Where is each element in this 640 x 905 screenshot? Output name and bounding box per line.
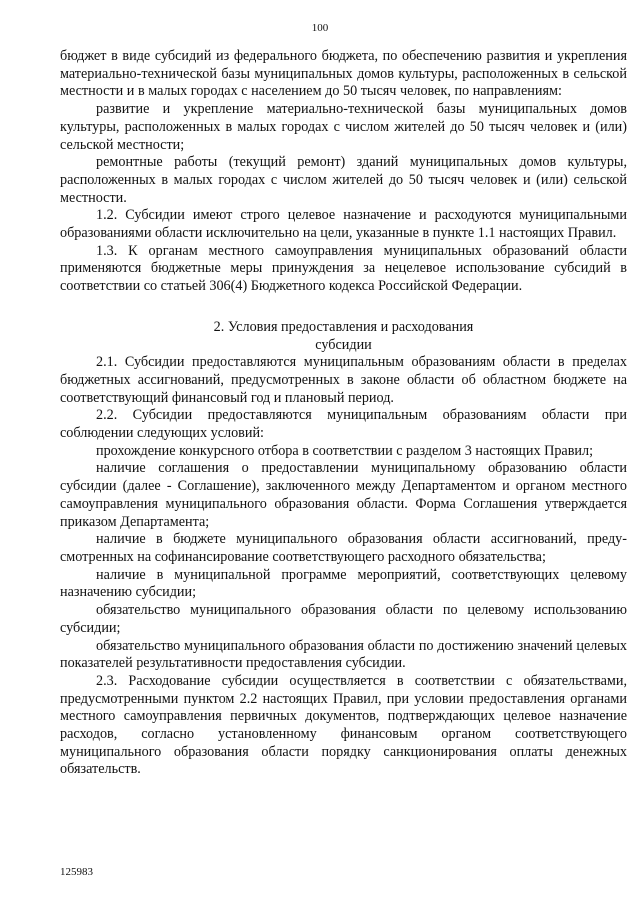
condition-item: обязательство муниципального образования области по целевому использованию субсидии; bbox=[60, 602, 627, 636]
paragraph-1-3: 1.3. К органам местного самоуправления муниципальных образований области применяются бюджетные меры принуждения за нецелевое использование субсидий в соответствии со статьей 306(4) Бюджетного кодекса Российской Федерации. bbox=[60, 242, 627, 295]
condition-item: наличие в муниципальной программе мероприятий, соответствующих целевому назначению субсидии; bbox=[60, 566, 627, 601]
paragraph-direction-1: развитие и укрепление материально-технической базы муниципальных домов культуры, расположенных в малых городах с числом жителей до 50 тысяч человек и (или) сельской местности; bbox=[60, 101, 627, 153]
document-body bbox=[60, 48, 627, 779]
paragraph-continuation: бюджет в виде субсидий из федерального бюджета, по обеспечению развития и укрепления материально-технической базы муниципальных домов культуры, расположенных в сельской местности и в малых городах с населением до 50 тысяч человек, по направлениям: bbox=[60, 48, 627, 100]
paragraph-direction-2: ремонтные работы (текущий ремонт) зданий муниципальных домов культуры, расположенных в малых городах с числом жителей до 50 тысяч человек и (или) сельской местности. bbox=[60, 154, 627, 206]
paragraph-2-3: 2.3. Расходование субсидии осуществляется в соответствии с обязательствами, предусмотренными пунктом 2.2 настоящих Правил, при условии предоставления органами местного самоуправления первичных документов, подтверждающих целевое назначение расходов, согласно установленному финансовым органом соответствующего муниципального образования области порядку санкционирования оплаты денежных обязательств. bbox=[60, 672, 627, 778]
page-number: 100 bbox=[311, 22, 329, 34]
paragraph-1-2: 1.2. Субсидии имеют строго целевое назначение и расходуются муниципальными образованиями области исключительно на цели, указанные в пункте 1.1 настоящих Правил. bbox=[60, 207, 627, 242]
condition-item: наличие в бюджете муниципального образования области ассигнований, преду-смотренных на софинансирование соответствующего расходного обязательства; bbox=[60, 531, 627, 565]
section-2-heading bbox=[60, 319, 627, 354]
condition-item: прохождение конкурсного отбора в соответствии с разделом 3 настоящих Правил; bbox=[96, 442, 594, 459]
section-2-heading-line-2: субсидии bbox=[315, 336, 372, 353]
condition-item: наличие соглашения о предоставлении муниципальному образованию области субсидии (далее - Соглашение), заключенного между Департаментом и органом местного самоуправления муниципального образования области. Форма Соглашения утверждается приказом Департамента; bbox=[60, 460, 627, 530]
condition-item: обязательство муниципального образования области по достижению значений целевых показателей результативности предоставления субсидии. bbox=[60, 637, 627, 672]
document-code: 125983 bbox=[60, 866, 93, 878]
paragraph-2-1: 2.1. Субсидии предоставляются муниципальным образованиям области в пределах бюджетных ассигнований, предусмотренных в законе области об областном бюджете на соответствующий финансовый год и плановый период. bbox=[60, 354, 627, 406]
paragraph-2-2: 2.2. Субсидии предоставляются муниципальным образованиям области при соблюдении следующих условий: bbox=[60, 407, 627, 442]
section-2-heading-line-1: 2. Условия предоставления и расходования bbox=[213, 318, 474, 335]
